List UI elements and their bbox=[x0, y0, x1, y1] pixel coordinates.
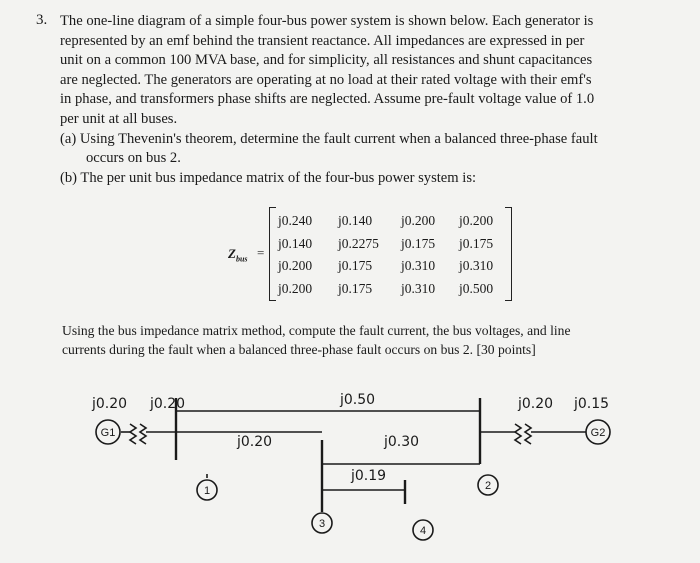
matrix-cell: j0.310 bbox=[401, 280, 436, 296]
transformer-1-coil-a bbox=[130, 424, 136, 444]
shunt-3-label: j0.19 bbox=[351, 468, 387, 484]
matrix-cell: j0.175 bbox=[338, 280, 373, 296]
t1-reactance-label: j0.20 bbox=[150, 396, 186, 412]
transformer-2-coil-a bbox=[515, 424, 521, 444]
matrix-cell: j0.200 bbox=[278, 280, 313, 296]
transformer-1-coil-b bbox=[140, 424, 146, 444]
zbus-equals: = bbox=[257, 245, 265, 260]
matrix-cell: j0.200 bbox=[401, 213, 436, 229]
matrix-cell: j0.240 bbox=[278, 213, 313, 229]
matrix-cell: j0.175 bbox=[459, 235, 494, 251]
generator-1-label: G1 bbox=[100, 427, 116, 439]
generator-2-label: G2 bbox=[590, 427, 606, 439]
matrix-cell: j0.310 bbox=[401, 258, 436, 274]
t2-reactance-label: j0.20 bbox=[518, 396, 554, 412]
bus-2-number: 2 bbox=[484, 480, 492, 492]
closing-line: currents during the fault when a balanced three-phase fault occurs on bus 2. [30 points] bbox=[62, 342, 536, 357]
intro-line: unit on a common 100 MVA base, and for simplicity, all resistances and shunt capacitances bbox=[60, 52, 593, 69]
g2-reactance-label: j0.15 bbox=[574, 396, 610, 412]
intro-line: The one-line diagram of a simple four-bus power system is shown below. Each generator is bbox=[60, 13, 594, 29]
line-3-2-label: j0.30 bbox=[384, 434, 420, 450]
matrix-cell: j0.175 bbox=[401, 235, 436, 251]
closing-line: Using the bus impedance matrix method, compute the fault current, the bus voltages, and line bbox=[62, 323, 571, 338]
intro-line: per unit at all buses. bbox=[60, 110, 178, 127]
line-1-2-label: j0.50 bbox=[340, 392, 376, 408]
g1-reactance-label: j0.20 bbox=[92, 396, 128, 412]
part-a-line: occurs on bus 2. bbox=[86, 150, 181, 167]
matrix-cell: j0.310 bbox=[459, 258, 494, 274]
part-b-line: (b) The per unit bus impedance matrix of the four-bus power system is: bbox=[60, 169, 477, 186]
matrix-cell: j0.175 bbox=[338, 258, 373, 274]
problem-number: 3. bbox=[36, 12, 48, 28]
part-a-line: (a) Using Thevenin's theorem, determine the fault current when a balanced three-phase fault bbox=[60, 130, 598, 147]
matrix-cell: j0.140 bbox=[278, 235, 313, 251]
line-1-3-label: j0.20 bbox=[237, 434, 273, 450]
intro-line: in phase, and transformers phase shifts are neglected. Assume pre-fault voltage value of 1.0 bbox=[60, 91, 595, 108]
matrix-cell: j0.2275 bbox=[338, 235, 379, 251]
zbus-subscript: bus bbox=[235, 254, 248, 264]
matrix-cell: j0.140 bbox=[338, 213, 373, 229]
matrix-cell: j0.200 bbox=[459, 213, 494, 229]
matrix-cell: j0.500 bbox=[459, 280, 494, 296]
bus-4-number: 4 bbox=[419, 525, 427, 537]
intro-line: are neglected. The generators are operating at no load at their rated voltage with their emf's bbox=[60, 71, 592, 88]
bus-1-number: 1 bbox=[203, 485, 211, 497]
transformer-2-coil-b bbox=[525, 424, 531, 444]
matrix-cell: j0.200 bbox=[278, 258, 313, 274]
zbus-letter: Z bbox=[228, 246, 236, 261]
intro-line: represented by an emf behind the transient reactance. All impedances are expressed in per bbox=[60, 32, 585, 49]
bus-3-number: 3 bbox=[318, 518, 326, 530]
